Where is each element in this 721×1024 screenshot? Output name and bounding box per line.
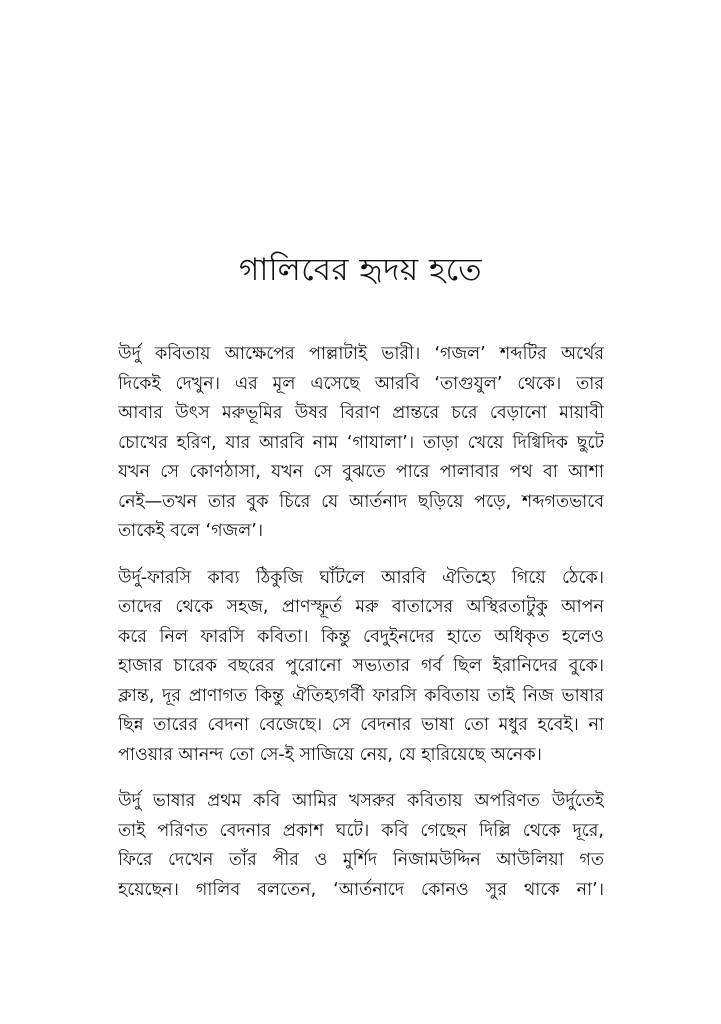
text-line: নেই—তখন তার বুক চিরে যে আর্তনাদ ছড়িয়ে পড়ে, শব্দগতভাবে — [118, 491, 604, 512]
text-line: উর্দু ভাষার প্রথম কবি আমির খসরুর কবিতায় অপরিণত উর্দুতেই — [118, 791, 604, 811]
text-line: উর্দু-ফারসি কাব্য ঠিকুজি ঘাঁটলে আরবি ঐতিহ্যে গিয়ে ঠেকে। — [118, 567, 604, 588]
text-line: পাওয়ার আনন্দ তো সে-ই সাজিয়ে নেয়, যে হারিয়েছে অনেক। — [118, 744, 542, 765]
text-line: হাজার চারেক বছরের পুরোনো সভ্যতার গর্ব ছিল ইরানিদের বুকে। — [118, 656, 604, 676]
text-line: হয়েছেন। গালিব বলতেন, ‘আর্তনাদে কোনও সুর থাকে না’। — [118, 879, 604, 900]
paragraph-3 — [118, 787, 604, 905]
text-line: করে নিল ফারসি কবিতা। কিন্তু বেদুইনদের হাতে অধিকৃত হলেও — [118, 626, 604, 647]
text-line: তাকেই বলে ‘গজল’। — [118, 521, 264, 541]
text-line: উর্দু কবিতায় আক্ষেপের পাল্লাটাই ভারী। ‘গজল’ শব্দটির অর্থের — [118, 344, 604, 364]
chapter-title: গালিবের হৃদয় হতে — [239, 252, 482, 288]
text-line: ছিন্ন তারের বেদনা বেজেছে। সে বেদনার ভাষা তো মধুর হবেই। না — [118, 715, 604, 735]
text-line: তাই পরিণত বেদনার প্রকাশ ঘটে। কবি গেছেন দিল্লি থেকে দূরে, — [118, 820, 604, 841]
text-line: তাদের থেকে সহজ, প্রাণস্ফূর্ত মরু বাতাসের অস্থিরতাটুকু আপন — [118, 597, 604, 617]
body-text — [118, 340, 604, 922]
text-line: চোখের হরিণ, যার আরবি নাম ‘গাযালা’। তাড়া খেয়ে দিগ্বিদিক ছুটে — [118, 432, 604, 453]
text-line: ফিরে দেখেন তাঁর পীর ও মুর্শিদ নিজামউদ্দিন আউলিয়া গত — [118, 850, 604, 870]
text-line: যখন সে কোণঠাসা, যখন সে বুঝতে পারে পালাবার পথ বা আশা — [118, 462, 604, 482]
text-line: দিকেই দেখুন। এর মূল এসেছে আরবি ‘তাগুযুল’ থেকে। তার — [118, 373, 604, 394]
paragraph-2 — [118, 564, 604, 771]
text-line: আবার উৎস মরুভূমির উষর বিরাণ প্রান্তরে চরে বেড়ানো মায়াবী — [118, 403, 604, 423]
text-line: ক্লান্ত, দূর প্রাণাগত কিন্তু ঐতিহ্যগর্বী ফারসি কবিতায় তাই নিজ ভাষার — [118, 685, 604, 706]
paragraph-1 — [118, 340, 604, 547]
